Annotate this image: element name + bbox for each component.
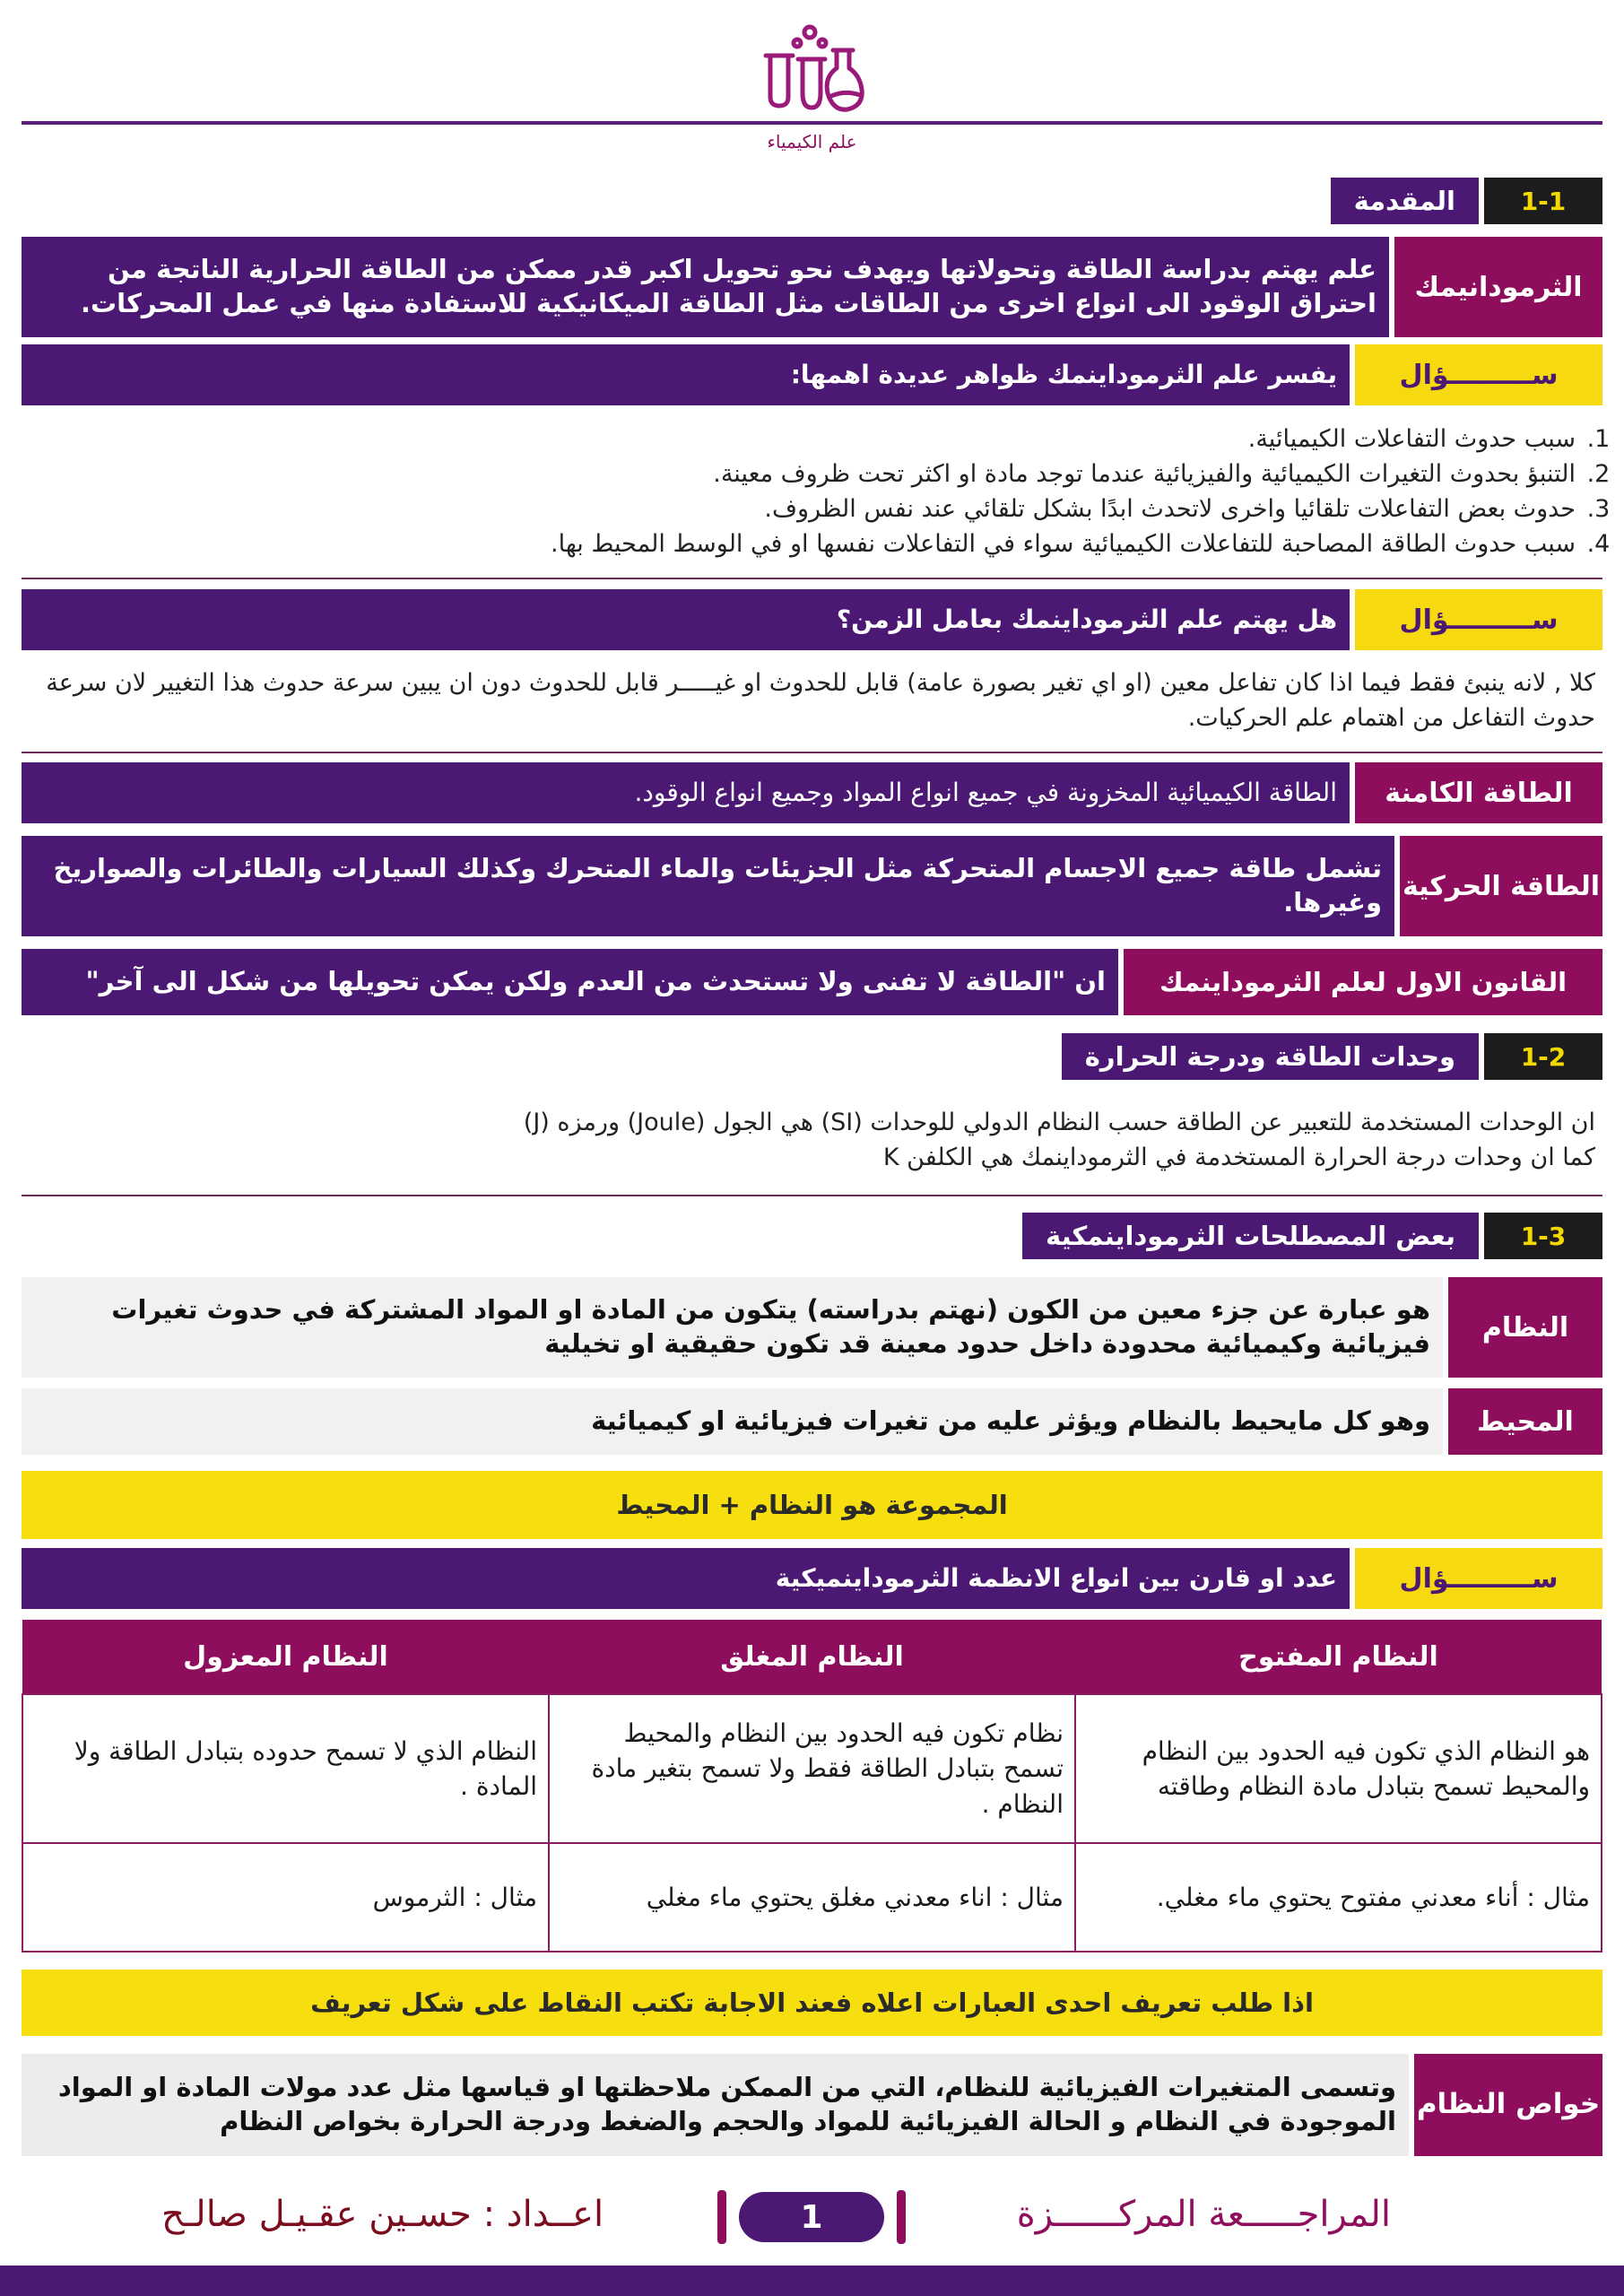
question-row-2	[22, 589, 1602, 650]
list-item: 3. حدوث بعض التفاعلات تلقائيا واخرى لاتحدث ابدًا بشكل تلقائي عند نفس الظروف.	[29, 491, 1579, 526]
term-definition: الطاقة الكيميائية المخزونة في جميع انواع المواد وجميع انواع الوقود.	[22, 762, 1350, 823]
divider	[22, 752, 1602, 753]
logo-caption: علم الكيمياء	[767, 131, 857, 152]
units-line: كما ان وحدات درجة الحرارة المستخدمة في الثرموداينمك هي الكلفن K	[882, 1144, 1595, 1172]
section-number: 1-1	[1484, 178, 1602, 224]
universe-band: المجموعة هو النظام + المحيط	[22, 1471, 1602, 1539]
first-law-row	[22, 949, 1602, 1015]
term-definition: وتسمى المتغيرات الفيزيائية للنظام، التي من الممكن ملاحظتها او قياسها مثل عدد مولات المادة او المواد الموجودة في النظام و الحالة الفيزيائية للمواد والحجم والضغط ودرجة الحرارة بخواص النظام	[22, 2054, 1409, 2156]
footer-title: المراجـــــعة المركــــــزة	[1016, 2194, 1391, 2235]
term-definition: هو عبارة عن جزء معين من الكون (نهتم بدراسته) يتكون من المادة او المواد المشتركة في حدوث تغيرات فيزيائية وكيميائية محدودة داخل حدود معينة قد تكون حقيقية او تخيلية	[22, 1277, 1443, 1378]
definition-system	[22, 1277, 1602, 1378]
question-label: ســـــــــؤال	[1355, 589, 1602, 650]
term-definition: وهو كل مايحيط بالنظام ويؤثر عليه من تغيرات فيزيائية او كيميائية	[22, 1388, 1443, 1455]
table-cell: هو النظام الذي تكون فيه الحدود بين النظام والمحيط تسمح بتبادل مادة النظام وطاقته	[1075, 1694, 1602, 1843]
section-heading-terms	[1022, 1213, 1602, 1259]
page-number-badge	[717, 2190, 906, 2244]
section-heading-intro	[1331, 178, 1602, 224]
header-divider	[22, 121, 1602, 125]
units-paragraph	[22, 1105, 1602, 1175]
table-cell: مثال : اناء معدني مغلق يحتوي ماء مغلي	[549, 1843, 1075, 1952]
table-row	[22, 1843, 1602, 1952]
note-band: اذا طلب تعريف احدى العبارات اعلاه فعند الاجابة تكتب النقاط على شكل تعريف	[22, 1970, 1602, 2036]
table-header-row	[22, 1620, 1602, 1694]
page-footer	[0, 2187, 1624, 2249]
table-cell: مثال : أناء معدني مفتوح يحتوي ماء مغلي.	[1075, 1843, 1602, 1952]
list-item: 1. سبب حدوث التفاعلات الكيميائية.	[29, 422, 1579, 457]
table-cell: مثال : الثرموس	[22, 1843, 549, 1952]
term-definition: علم يهتم بدراسة الطاقة وتحولاتها ويهدف نحو تحويل اكبر قدر ممكن من الطاقة الحرارية الناتجة من احتراق الوقود الى انواع اخرى من الطاقات مثل الطاقة الميكانيكية للاستفادة منها في عمل المحركات.	[22, 237, 1389, 337]
page-number: 1	[739, 2192, 884, 2242]
answer-text: كلا , لانه ينبئ فقط فيما اذا كان تفاعل معين (او اي تغير بصورة عامة) قابل للحدوث او غيـــــر قابل للحدوث دون ان يبين سرعة حدوث هذا التغيير لان سرعة حدوث التفاعل من اهتمام علم الحركيات.	[46, 669, 1595, 733]
term-label: النظام	[1448, 1277, 1602, 1378]
term-label: الطاقة الحركية	[1400, 836, 1602, 936]
question-text: هل يهتم علم الثرموداينمك بعامل الزمن؟	[22, 589, 1350, 650]
term-definition: تشمل طاقة جميع الاجسام المتحركة مثل الجزيئات والماء المتحرك وكذلك السيارات والطائرات والصواريخ وغيرها.	[22, 836, 1394, 936]
footer-author: اعــداد : حسـين عقـيـل صالـح	[161, 2194, 604, 2235]
question-label: ســـــــــؤال	[1355, 344, 1602, 405]
question-label: ســـــــــؤال	[1355, 1548, 1602, 1609]
phenomena-list	[22, 422, 1602, 562]
footer-strip	[0, 2266, 1624, 2296]
column-header: النظام المفتوح	[1075, 1620, 1602, 1694]
term-label: الثرمودانيمك	[1394, 237, 1602, 337]
badge-bar	[717, 2190, 726, 2244]
column-header: النظام المعزول	[22, 1620, 549, 1694]
section-title: وحدات الطاقة ودرجة الحرارة	[1062, 1033, 1479, 1080]
definition-potential-energy	[22, 762, 1602, 823]
term-label: القانون الاول لعلم الثرموداينمك	[1124, 949, 1602, 1015]
definition-thermodynamics	[22, 237, 1602, 337]
section-title: المقدمة	[1331, 178, 1479, 224]
question-text: يفسر علم الثرموداينمك ظواهر عديدة اهمها:	[22, 344, 1350, 405]
question-row-1	[22, 344, 1602, 405]
section-heading-units	[1062, 1033, 1602, 1080]
badge-bar	[897, 2190, 906, 2244]
section-number: 1-2	[1484, 1033, 1602, 1080]
list-item: 4. سبب حدوث الطاقة المصاحبة للتفاعلات الكيميائية سواء في التفاعلات نفسها او في الوسط المحيط بها.	[29, 526, 1579, 561]
question-text: عدد او قارن بين انواع الانظمة الثرموداينميكية	[22, 1548, 1350, 1609]
term-label: المحيط	[1448, 1388, 1602, 1455]
chemistry-flasks-icon	[758, 18, 865, 121]
section-title: بعض المصطلحات الثرموداينمكية	[1022, 1213, 1479, 1259]
term-label: الطاقة الكامنة	[1355, 762, 1602, 823]
question-row-3	[22, 1548, 1602, 1609]
column-header: النظام المغلق	[549, 1620, 1075, 1694]
divider	[22, 1195, 1602, 1196]
list-item: 2. التنبؤ بحدوث التغيرات الكيميائية والفيزيائية عندما توجد مادة او اكثر تحت ظروف معينة.	[29, 457, 1579, 491]
table-cell: النظام الذي لا تسمح حدوده بتبادل الطاقة ولا المادة .	[22, 1694, 549, 1843]
definition-surroundings	[22, 1388, 1602, 1455]
table-row	[22, 1694, 1602, 1843]
section-number: 1-3	[1484, 1213, 1602, 1259]
term-label: خواص النظام	[1414, 2054, 1602, 2156]
definition-system-properties	[22, 2054, 1602, 2156]
term-definition: ان "الطاقة لا تفنى ولا تستحدث من العدم ولكن يمكن تحويلها من شكل الى آخر"	[22, 949, 1118, 1015]
table-cell: نظام تكون فيه الحدود بين النظام والمحيط تسمح بتبادل الطاقة فقط ولا تسمح بتغير مادة النظام .	[549, 1694, 1075, 1843]
definition-kinetic-energy	[22, 836, 1602, 936]
systems-comparison-table	[22, 1620, 1602, 1952]
units-line: ان الوحدات المستخدمة للتعبير عن الطاقة حسب النظام الدولي للوحدات (SI) هي الجول (Joule) ورمزه (J)	[523, 1109, 1595, 1136]
divider	[22, 578, 1602, 579]
